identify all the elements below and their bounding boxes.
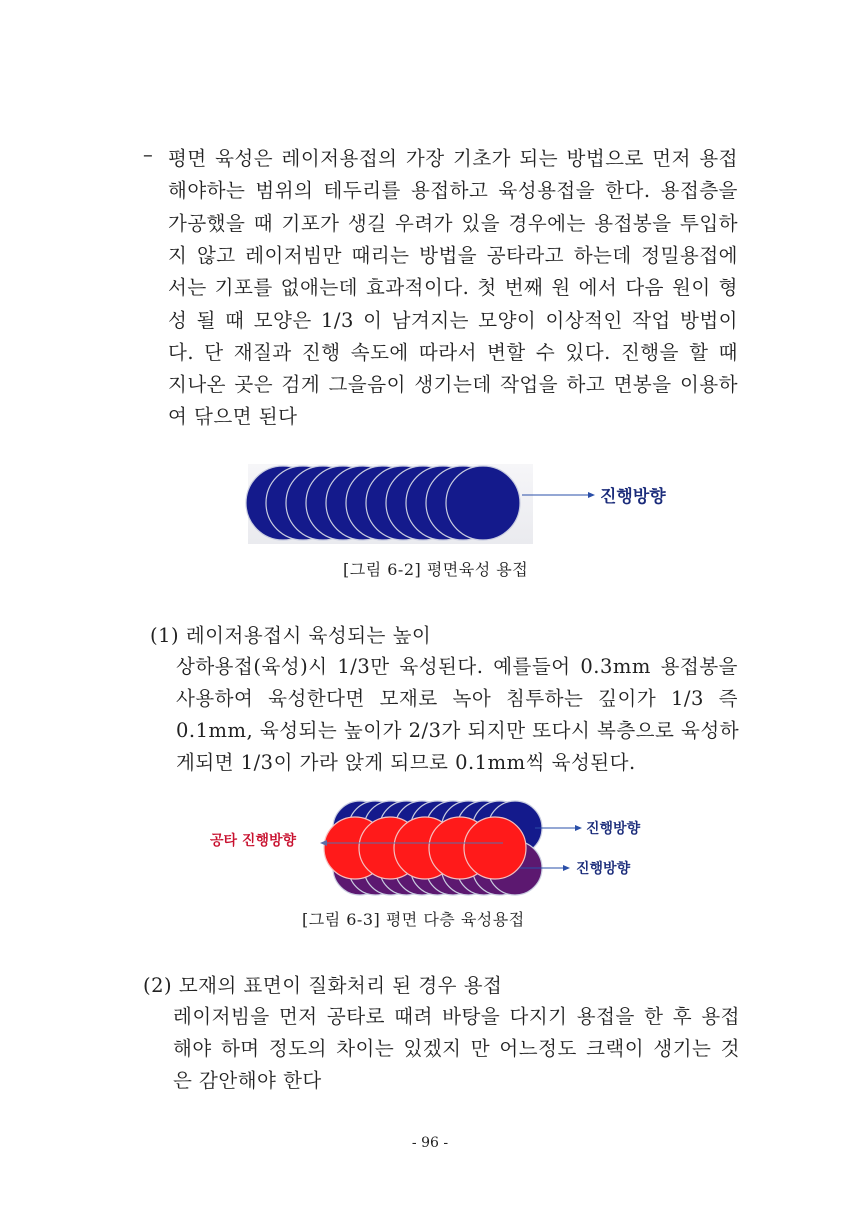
direction-label: 진행방향 [600,487,666,507]
body-line: 지 않고 레이저빔만 때리는 방법을 공타라고 하는데 정밀용접에 [168,243,738,267]
left-arrow-head [320,840,327,846]
body-line: 성 될 때 모양은 1/3 이 남겨지는 모양이 이상적인 작업 방법이 [168,308,738,332]
body-line: 가공했을 때 기포가 생길 우려가 있을 경우에는 용접봉을 투입하 [168,211,738,235]
left-direction-label: 공타 진행방향 [210,833,297,849]
page-number: - 96 - [411,1135,449,1151]
weld-circle [446,466,520,540]
body-line: 지나온 곳은 검게 그을음이 생기는데 작업을 하고 면봉을 이용하 [168,373,738,397]
body-line: 게되면 1/3이 가라 앉게 되므로 0.1mm씩 육성된다. [176,751,636,774]
weld-bead-circles [246,466,520,540]
body-line: 레이저빔을 먼저 공타로 때려 바탕을 다지기 용접을 한 후 용접 [173,1005,740,1028]
red-bead-row [324,817,526,879]
bottom-right-arrow-head [563,865,570,871]
body-line: 평면 육성은 레이저용접의 가장 기초가 되는 방법으로 먼저 용접 [168,147,738,170]
intro-dash: – [143,143,154,166]
figure1-caption: [그림 6-2] 평면육성 용접 [343,560,529,579]
body-line: 상하용접(육성)시 1/3만 육성된다. 예를들어 0.3mm 용접봉을 [176,655,738,678]
top-right-arrow-head [575,825,582,831]
multilayer-weld-diagram [185,795,690,905]
weld-circle [464,817,526,879]
top-direction-label: 진행방향 [586,821,641,837]
body-line: 서는 기포를 없애는데 효과적이다. 첫 번째 원 에서 다음 원이 형 [168,276,738,300]
direction-arrow-head [588,492,595,498]
body-line: 사용하여 육성한다면 모재로 녹아 침투하는 깊이가 1/3 즉 [176,687,738,710]
body-line: 0.1mm, 육성되는 높이가 2/3가 되지만 또다시 복층으로 육성하 [176,719,740,742]
figure2-caption: [그림 6-3] 평면 다층 육성용접 [302,910,525,929]
body-line: 여 닦으면 된다 [168,405,298,429]
planar-weld-diagram [240,458,700,548]
body-line: 다. 단 재질과 진행 속도에 따라서 변할 수 있다. 진행을 할 때 [168,340,738,364]
body-line: 해야하는 범위의 테두리를 용접하고 육성용접을 한다. 용접층을 [168,179,738,203]
bottom-direction-label: 진행방향 [576,861,631,877]
section2-heading: (2) 모재의 표면이 질화처리 된 경우 용접 [143,974,503,997]
figure-multilayer-weld [185,795,690,905]
body-line: 해야 하며 정도의 차이는 있겠지 만 어느정도 크랙이 생기는 것 [173,1037,740,1060]
figure-planar-weld [240,458,700,548]
section1-heading: (1) 레이저용접시 육성되는 높이 [150,624,432,647]
body-line: 은 감안해야 한다 [173,1069,322,1092]
